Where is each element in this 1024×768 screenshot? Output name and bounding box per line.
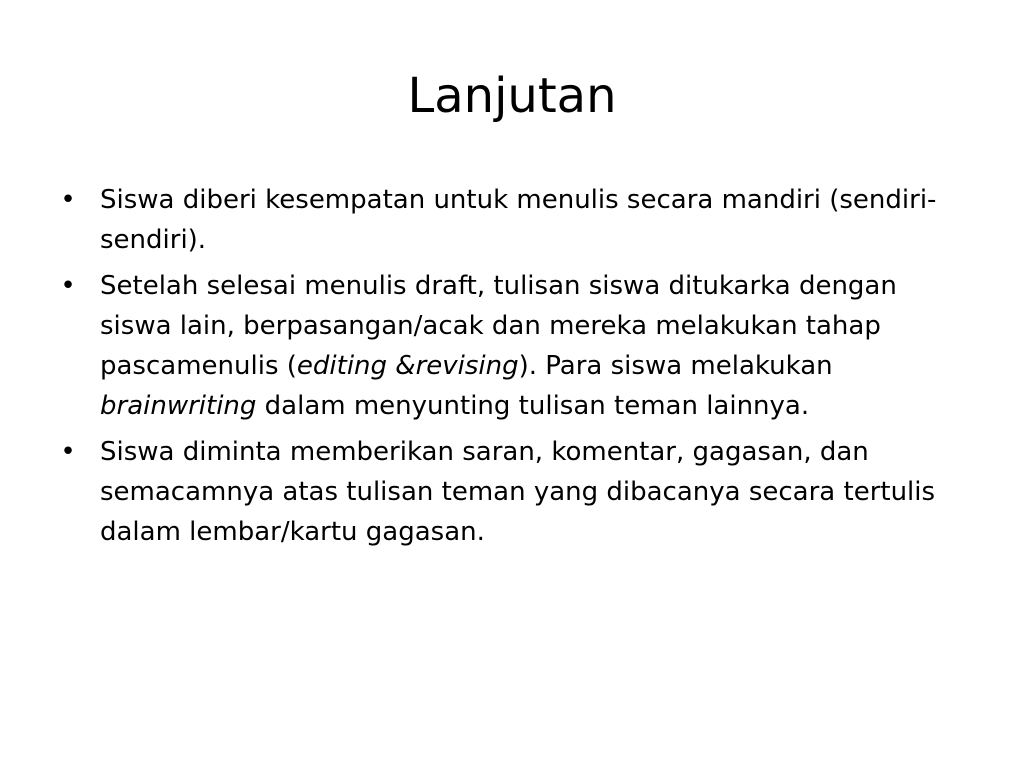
bullet-list (58, 180, 958, 558)
bullet-icon: • (60, 271, 76, 301)
bullet-text: Setelah selesai menulis draft, tulisan siswa ditukarka dengan siswa lain, berpasangan/acak dan mereka melakukan tahap pascamenulis (editing &revising). Para siswa melakukan brainwriting dalam menyunting tulisan teman lainnya. (100, 271, 897, 421)
bullet-text: Siswa diberi kesempatan untuk menulis secara mandiri (sendiri-sendiri). (100, 185, 937, 255)
bullet-text: Siswa diminta memberikan saran, komentar, gagasan, dan semacamnya atas tulisan teman yang dibacanya secara tertulis dalam lembar/kartu gagasan. (100, 437, 936, 547)
bullet-item-3 (58, 432, 958, 552)
bullet-item-2 (58, 266, 958, 426)
bullet-item-1 (58, 180, 958, 260)
bullet-icon: • (60, 437, 76, 467)
italic-term: editing &revising (296, 351, 519, 381)
bullet-icon: • (60, 185, 76, 215)
italic-term: brainwriting (100, 391, 257, 421)
slide-title: Lanjutan (407, 68, 617, 124)
